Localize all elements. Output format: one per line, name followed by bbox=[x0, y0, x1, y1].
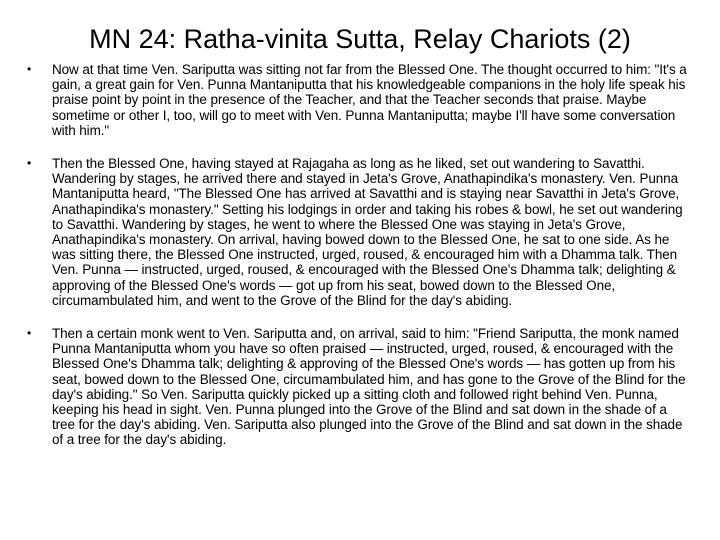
bullet-icon: • bbox=[27, 326, 32, 341]
bullet-item bbox=[0, 156, 720, 308]
bullet-icon: • bbox=[27, 156, 32, 171]
bullet-item bbox=[0, 326, 720, 448]
bullet-list bbox=[0, 62, 720, 448]
bullet-text: Then the Blessed One, having stayed at Rajagaha as long as he liked, set out wandering to Savatthi. Wandering by stages, he arrived there and stayed in Jeta's Grove, Anathapindika's monastery. Ven. Punna Mantaniputta heard, "The Blessed One has arrived at Savatthi and is staying near Savatthi in Jeta's Grove, Anathapindika's monastery." Setting his lodgings in order and taking his robes & bowl, he set out wandering to Savatthi. Wandering by stages, he went to where the Blessed One was staying in Jeta's Grove, Anathapindika's monastery. On arrival, having bowed down to the Blessed One, he sat to one side. As he was sitting there, the Blessed One instructed, urged, roused, & encouraged him with a Dhamma talk. Then Ven. Punna — instructed, urged, roused, & encouraged with the Blessed One's Dhamma talk; delighting & approving of the Blessed One's words — got up from his seat, bowed down to the Blessed One, circumambulated him, and went to the Grove of the Blind for the day's abiding. bbox=[52, 156, 683, 308]
slide-title: MN 24: Ratha-vinita Sutta, Relay Chariots (2) bbox=[89, 24, 631, 54]
bullet-text: Now at that time Ven. Sariputta was sitting not far from the Blessed One. The thought occurred to him: "It's a gain, a great gain for Ven. Punna Mantaniputta that his knowledgeable companions in the holy life speak his praise point by point in the presence of the Teacher, and that the Teacher seconds that praise. Maybe sometime or other I, too, will go to meet with Ven. Punna Mantaniputta; maybe I'll have some conversation with him." bbox=[52, 62, 687, 138]
bullet-icon: • bbox=[27, 62, 32, 76]
bullet-text: Then a certain monk went to Ven. Sariputta and, on arrival, said to him: "Friend Sariputta, the monk named Punna Mantaniputta whom you have so often praised — instructed, urged, roused, & encouraged with the Blessed One's Dhamma talk; delighting & approving of the Blessed One's words — has gotten up from his seat, bowed down to the Blessed One, circumambulated him, and has gone to the Grove of the Blind for the day's abiding." So Ven. Sariputta quickly picked up a sitting cloth and followed right behind Ven. Punna, keeping his head in sight. Ven. Punna plunged into the Grove of the Blind and sat down in the shade of a tree for the day's abiding. Ven. Sariputta also plunged into the Grove of the Blind and sat down in the shade of a tree for the day's abiding. bbox=[52, 326, 686, 448]
bullet-item bbox=[0, 62, 720, 138]
